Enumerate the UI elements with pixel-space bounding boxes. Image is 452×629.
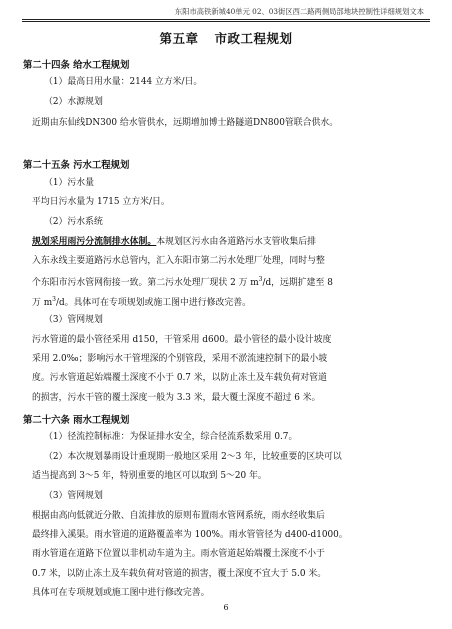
paragraph-line: （2）本次规划暴雨设计重现期一般地区采用 2～3 年，比较重要的区块可以: [44, 452, 342, 462]
paragraph-line: 采用 2.0‰；影响污水干管埋深的个别管段，采用不淤流速控制下的最小坡: [32, 354, 328, 364]
page-number: 6: [223, 603, 229, 612]
paragraph-line: 适当提高到 3～5 年，特别重要的地区可以取到 5～20 年。: [32, 471, 267, 481]
paragraph-line: （3）管网规划: [44, 491, 103, 501]
emphasized-text: 规划采用雨污分流制排水体制。: [32, 237, 157, 247]
paragraph-line: 具体可在专项规划或施工图中进行修改完善。: [32, 588, 210, 598]
chapter-title: [0, 29, 452, 47]
paragraph-line: （3）管网规划: [44, 315, 103, 325]
paragraph-line: （2）水源规划: [44, 97, 103, 107]
article-26-heading: 第二十六条 雨水工程规划: [23, 415, 130, 426]
paragraph-line: （1）污水量: [44, 178, 95, 188]
paragraph-line: 雨水管道在道路下位置以非机动车道为主。雨水管道起始端覆土深度不小于: [32, 549, 325, 559]
header-text: 东阳市高铁新城40单元 02、03街区西二路两侧局部地块控制性详细规划文本: [174, 7, 424, 16]
paragraph-line: 0.7 米，以防止冻土及车载负荷对管道的损害，覆土深度不宜大于 5.0 米。: [32, 569, 327, 579]
paragraph-line: 的损害，污水干管的覆土深度一般为 3.3 米，最大覆土深度不超过 6 米。: [32, 393, 321, 403]
paragraph-line: 最终排入溪渠。雨水管道的道路覆盖率为 100%。雨水管管径为 d400-d1000。: [32, 530, 348, 540]
paragraph-line: 近期由东仙线DN300 给水管供水，远期增加博士路隧道DN800管联合供水。: [32, 118, 339, 128]
paragraph-line: 万 $m^3/d$。具体可在专项规划或施工图中进行修改完善。: [32, 296, 251, 308]
page-header: [0, 0, 452, 18]
paragraph-line: （1）径流控制标准：为保证排水安全，综合径流系数采用 0.7。: [44, 432, 298, 442]
paragraph-line: 入东永线主要道路污水总管内，汇入东阳市第二污水处理厂处理，同时与整: [32, 256, 325, 266]
paragraph-line: （1）最高日用水量：2144 立方米/日。: [44, 77, 203, 87]
paragraph-line: 平均日污水量为 1715 立方米/日。: [32, 197, 170, 207]
header-rule: [22, 19, 430, 20]
paragraph-line: 个东阳市污水管网衔接一致。第二污水处理厂现状 2 万 $m^3/d$，远期扩建至 8: [32, 276, 333, 288]
paragraph-line: 度。污水管道起始端覆土深度不小于 0.7 米，以防止冻土及车载负荷对管道: [32, 373, 327, 383]
article-25-heading: 第二十五条 污水工程规划: [23, 160, 130, 171]
header-rule-thin: [22, 21, 430, 22]
paragraph-line: （2）污水系统: [44, 217, 103, 227]
paragraph-line: 污水管道的最小管径采用 d150，干管采用 d600。最小管径的最小设计坡度: [32, 335, 332, 345]
paragraph-line: 规划采用雨污分流制排水体制。本规划区污水由各道路污水支管收集后排: [32, 237, 316, 247]
paragraph-line: 根据由高向低就近分散、自流排放的原则布置雨水管网系统，雨水经收集后: [32, 511, 325, 521]
chapter-name: 市政工程规划: [214, 31, 293, 46]
article-24-heading: 第二十四条 给水工程规划: [23, 60, 130, 71]
chapter-number: 第五章: [159, 31, 199, 46]
